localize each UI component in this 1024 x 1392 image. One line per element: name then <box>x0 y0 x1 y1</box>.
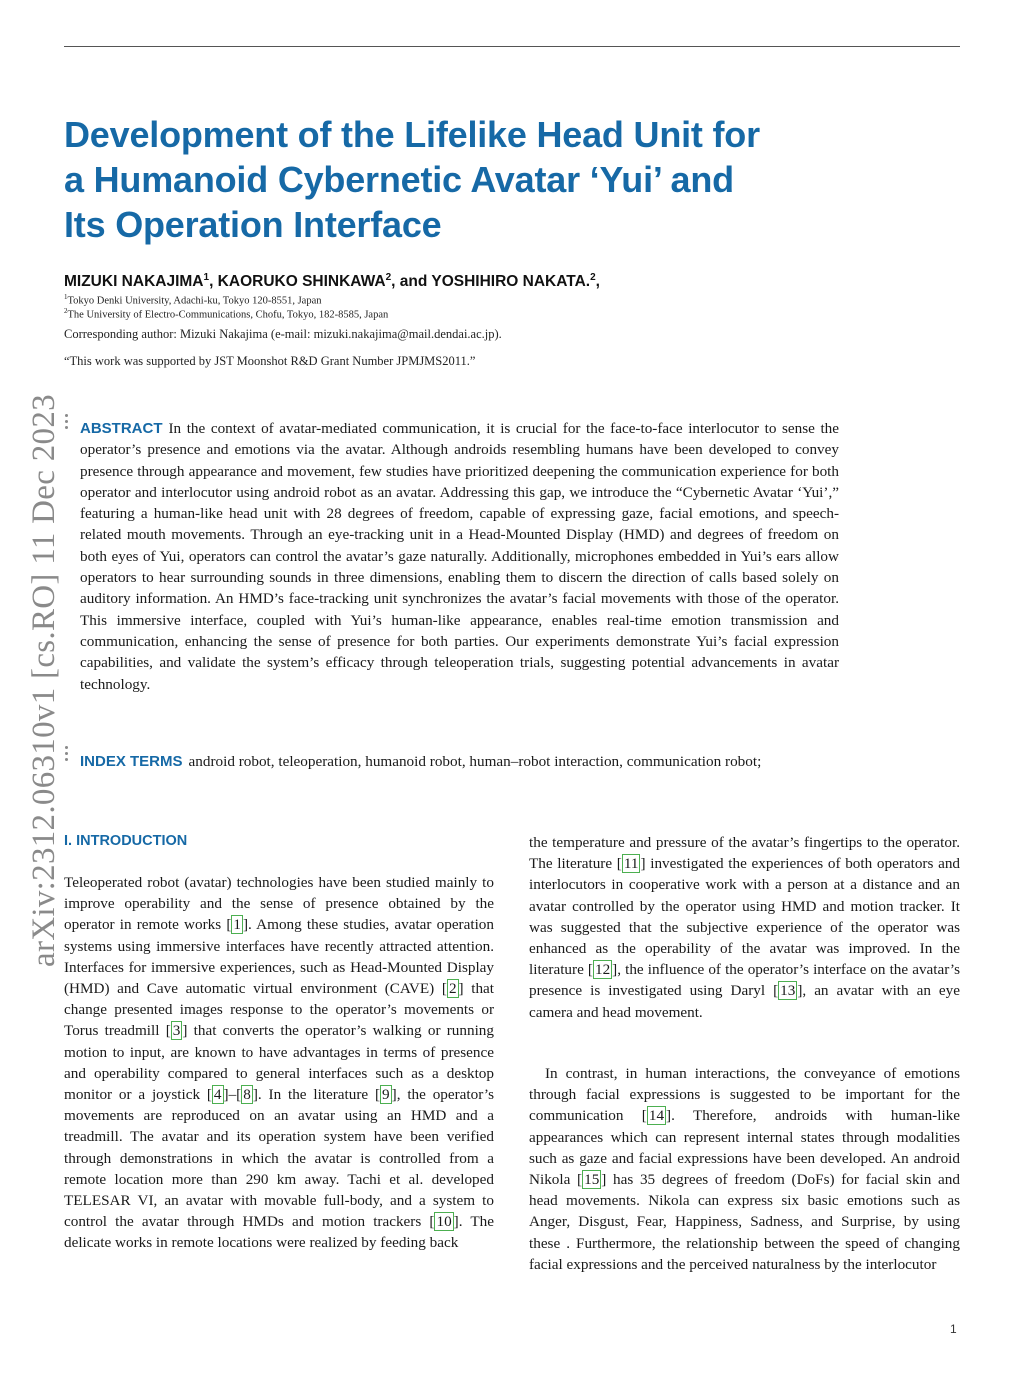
page-number: 1 <box>950 1322 957 1336</box>
body-text: In contrast, in human interactions, the conveyance of emotions through facial expressions is suggested to be important for the communication <box>529 1065 960 1125</box>
header-rule <box>64 46 960 47</box>
body-text: – <box>228 1086 237 1104</box>
author-1: MIZUKI NAKAJIMA <box>64 273 204 291</box>
arxiv-id: arXiv:2312.06310v1 [cs.RO] 11 Dec 2023 <box>25 393 62 967</box>
index-terms <box>80 751 839 772</box>
intro-paragraph-1-continued: the temperature and pressure of the avatar’s fingertips to the operator. The literature [ 11 ] investigated the experiences of both operators and interlocutors in cooperative work with a person at a distance and an avatar controlled by the operator using HMD and motion tracker. It was suggested that the subjective experience of the operator was enhanced as the operability of the avatar was improved. In the literature [ 12 ], the influence of the operator’s interface on the avatar’s presence is investigated using Daryl [ 13 ], an avatar with an eye camera and head movement. <box>529 834 961 1021</box>
corresponding-author: Corresponding author: Mizuki Nakajima (e-mail: mizuki.nakajima@mail.dendai.ac.jp). <box>64 327 502 341</box>
funding-note: “This work was supported by JST Moonshot R&D Grant Number JPMJMS2011.” <box>64 354 476 368</box>
intro-paragraph-2: In contrast, in human interactions, the conveyance of emotions through facial expressions is suggested to be important for the communication [ 14 ]. Therefore, androids with human-like appearances which can represent internal states through modalities such as gaze and facial expressions have been developed. An android Nikola [ 15 ] has 35 degrees of freedom (DoFs) for facial skin and head movements. Nikola can express six basic emotions such as Anger, Disgust, Fear, Happiness, Sadness, and Surprise, by using these . Furthermore, the relationship between the speed of changing facial expressions and the perceived naturalness by the interlocutor <box>529 1065 960 1273</box>
affiliation-1 <box>64 293 322 307</box>
body-text: . Among these studies, avatar operation systems using immersive interfaces have recently attracted attention. Interfaces for immersive experiences, such as Head-Mounted Display (HMD) and Cave automatic virtual environment (CAVE) <box>64 916 494 998</box>
citation-link[interactable]: 13 <box>780 982 796 1000</box>
body-text: , an avatar with an eye camera and head movement. <box>529 982 960 1021</box>
author-3: , and YOSHIHIRO NAKATA. <box>391 273 591 291</box>
author-3-affil: 2 <box>590 272 596 283</box>
citation-link[interactable]: 15 <box>584 1171 600 1189</box>
affiliation-2-text: The University of Electro-Communications, Chofu, Tokyo, 182-8585, Japan <box>67 309 389 321</box>
citation-link[interactable]: 10 <box>436 1213 452 1231</box>
body-text: . In the literature <box>257 1086 375 1104</box>
body-text: that converts the operator’s walking or running motion to input, are known to have advantages in terms of presence and operability compared to general interfaces such as a desktop monitor or a joystick <box>64 1022 494 1104</box>
paper-title <box>64 112 894 247</box>
title-line-2: a Humanoid Cybernetic Avatar ‘Yui’ and <box>64 159 734 200</box>
body-text: , the operator’s movements are reproduced on an avatar using an HMD and a treadmill. The avatar and its operation system have been verified through demonstrations in which the avatar is controlled from a remote location more than 290 km away. Tachi et al. developed TELESAR VI, an avatar with movable full-body, and a system to control the avatar through HMDs and motion trackers <box>64 1086 494 1231</box>
index-terms-marker <box>65 746 69 764</box>
abstract <box>80 418 839 695</box>
citation-link[interactable]: 2 <box>448 980 457 998</box>
citation-link[interactable]: 9 <box>382 1086 390 1104</box>
body-text: that change presented images response to the operator’s movements or Torus treadmill <box>64 980 494 1040</box>
author-2-affil: 2 <box>385 272 392 283</box>
body-text: investigated the experiences of both operators and interlocutors in cooperative work with a person at a distance and an avatar controlled by the operator using HMD and motion tracker. It was suggested that the subjective experience of the operator was enhanced as the operability of the avatar was improved. In the literature <box>529 855 961 979</box>
body-text: . Therefore, androids with human-like appearances which can represent internal states through modalities such as gaze and facial expressions have been developed. An android Nikola <box>529 1107 960 1189</box>
citation-link[interactable]: 11 <box>623 855 639 873</box>
body-text: Teleoperated robot (avatar) technologies have been studied mainly to improve operability and the sense of presence obtained by the operator in remote works <box>64 874 494 934</box>
body-text: , the influence of the operator’s interface on the avatar’s presence is investigated using Daryl <box>529 961 960 1000</box>
citation-link[interactable]: 3 <box>172 1022 181 1040</box>
citation-link[interactable]: 8 <box>243 1086 251 1104</box>
author-list-tail: , <box>595 273 600 291</box>
abstract-text: In the context of avatar-mediated communication, it is crucial for the face-to-face interlocutor to sense the operator’s presence and emotions via the avatar. Although androids resembling humans have been developed to convey presence through appearance and movement, few studies have prioritized deepening the communication experience for both operator and interlocutor using android robot as an avatar. Addressing this gap, we introduce the “Cybernetic Avatar ‘Yui’,” featuring a human-like head unit with 28 degrees of freedom, capable of expressing gaze, facial emotions, and speech-related mouth movements. Through an eye-tracking unit in a Head-Mounted Display (HMD) and degrees of freedom on both eyes of Yui, operators can control the avatar’s gaze naturally. Additionally, microphones embedded in Yui’s ears allow operators to hear surrounding sounds in three dimensions, enabling them to discern the direction of calls based solely on auditory information. An HMD’s face-tracking unit synchronizes the avatar’s facial movements with those of the operator. This immersive interface, coupled with Yui’s human-like appearance, enables real-time emotion transmission and communication, enhancing the sense of presence for both parties. Our experiments demonstrate Yui’s facial expression capabilities, and validate the system’s efficacy through teleoperation trials, suggesting potential advancements in avatar technology. <box>80 420 839 693</box>
section-heading-introduction: I. INTRODUCTION <box>64 833 188 849</box>
affiliation-1-text: Tokyo Denki University, Adachi-ku, Tokyo 120-8551, Japan <box>67 295 322 307</box>
author-1-affil: 1 <box>203 272 210 283</box>
citation-link[interactable]: 14 <box>648 1107 665 1125</box>
abstract-marker <box>65 414 69 432</box>
intro-paragraph-1: Teleoperated robot (avatar) technologies have been studied mainly to improve operability and the sense of presence obtained by the operator in remote works [ 1 ]. Among these studies, avatar operation systems using immersive interfaces have recently attracted attention. Interfaces for immersive experiences, such as Head-Mounted Display (HMD) and Cave automatic virtual environment (CAVE) [ 2 ] that change presented images response to the operator’s movements or Torus treadmill [ 3 ] that converts the operator’s walking or running motion to input, are known to have advantages in terms of presence and operability compared to general interfaces such as a desktop monitor or a joystick [ 4 ]–[ 8 ]. In the literature [ 9 ], the operator’s movements are reproduced on an avatar using an HMD and a treadmill. The avatar and its operation system have been verified through demonstrations in which the avatar is controlled from a remote location more than 290 km away. Tachi et al. developed TELESAR VI, an avatar with movable full-body, and a system to control the avatar through HMDs and motion trackers [ 10 ]. The delicate works in remote locations were realized by feeding back <box>64 874 494 1252</box>
citation-link[interactable]: 12 <box>594 961 611 979</box>
affiliation-1-mark: 1 <box>64 293 68 301</box>
author-list <box>64 272 600 291</box>
author-2: , KAORUKO SHINKAWA <box>209 273 386 291</box>
affiliation-2-mark: 2 <box>64 307 68 315</box>
body-text: has 35 degrees of freedom (DoFs) for facial skin and head movements. Nikola can express six basic emotions such as Anger, Disgust, Fear, Happiness, Sadness, and Surprise, by using these . Furthermore, the relationship between the speed of changing facial expressions and the perceived naturalness by the interlocutor <box>529 1171 960 1273</box>
body-text: the temperature and pressure of the avatar’s fingertips to the operator. The literature <box>529 834 960 873</box>
index-terms-text: android robot, teleoperation, humanoid robot, human–robot interaction, communication robot; <box>188 753 762 770</box>
title-line-3: Its Operation Interface <box>64 204 442 245</box>
citation-link[interactable]: 4 <box>213 1086 222 1104</box>
abstract-label: ABSTRACT <box>80 420 163 437</box>
body-text: . The delicate works in remote locations were realized by feeding back <box>64 1213 494 1252</box>
citation-link[interactable]: 1 <box>233 916 241 934</box>
title-line-1: Development of the Lifelike Head Unit for <box>64 114 760 155</box>
affiliation-2 <box>64 307 388 321</box>
index-terms-label: INDEX TERMS <box>80 753 183 770</box>
